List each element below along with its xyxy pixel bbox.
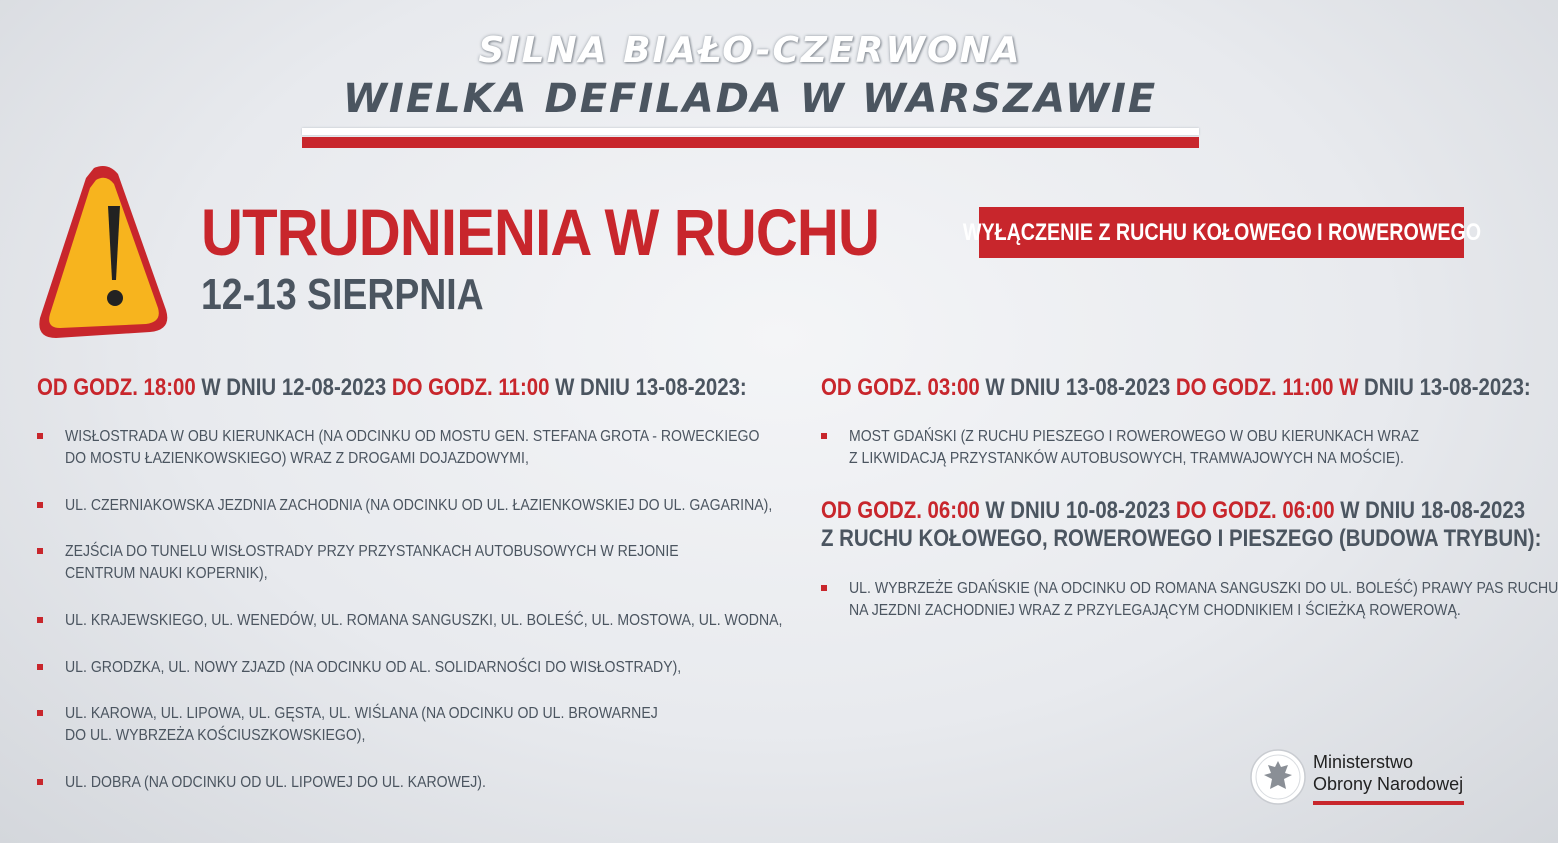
section3-from: OD GODZ. 06:00	[821, 497, 980, 524]
list-item: UL. WYBRZEŻE GDAŃSKIE (NA ODCINKU OD ROMANA SANGUSZKI DO UL. BOLEŚĆ) PRAWY PAS RUCHU NA JEZDNI ZACHODNIEJ WRAZ Z PRZYLEGAJĄCYM CHODNIKIEM I ŚCIEŻKĄ ROWEROWĄ.	[849, 580, 1558, 619]
section2-to-date: DNIU 13-08-2023:	[1358, 374, 1531, 401]
list-item: UL. CZERNIAKOWSKA JEZDNIA ZACHODNIA (NA ODCINKU OD UL. ŁAZIENKOWSKIEJ DO UL. GAGARINA),	[65, 497, 773, 514]
section1-from-date: W DNIU 12-08-2023	[195, 374, 392, 401]
list-item: UL. DOBRA (NA ODCINKU OD UL. LIPOWEJ DO UL. KAROWEJ).	[65, 774, 486, 791]
bullet	[821, 585, 827, 591]
list-item: WISŁOSTRADA W OBU KIERUNKACH (NA ODCINKU OD MOSTU GEN. STEFANA GROTA - ROWECKIEGO DO MOSTU ŁAZIENKOWSKIEGO) WRAZ Z DROGAMI DOJAZDOWYMI,	[65, 428, 760, 467]
bullet	[37, 664, 43, 670]
eagle-emblem-icon	[1250, 749, 1306, 805]
title-line1: SILNA BIAŁO-CZERWONA	[478, 30, 1022, 71]
headline: UTRUDNIENIA W RUCHU	[201, 195, 880, 269]
list-item: UL. GRODZKA, UL. NOWY ZJAZD (NA ODCINKU OD AL. SOLIDARNOŚCI DO WISŁOSTRADY),	[65, 659, 682, 676]
bullet	[37, 548, 43, 554]
section2-from: OD GODZ. 03:00	[821, 374, 980, 401]
section2-from-date: W DNIU 13-08-2023	[979, 374, 1176, 401]
section1-to-date: W DNIU 13-08-2023:	[549, 374, 747, 401]
warning-icon	[34, 162, 168, 338]
bullet	[37, 710, 43, 716]
flag-red-stripe	[302, 137, 1199, 148]
bullet	[37, 433, 43, 439]
section1-from: OD GODZ. 18:00	[37, 374, 196, 401]
date-range: 12-13 SIERPNIA	[201, 270, 484, 319]
bullet	[821, 433, 827, 439]
section3-to-date: W DNIU 18-08-2023	[1334, 497, 1526, 524]
ministry-line1: Ministerstwo	[1313, 752, 1414, 772]
badge-label: WYŁĄCZENIE Z RUCHU KOŁOWEGO I ROWEROWEGO	[962, 218, 1481, 246]
section1-to: DO GODZ. 11:00	[391, 374, 550, 401]
section1-header	[37, 374, 747, 402]
list-item: UL. KAROWA, UL. LIPOWA, UL. GĘSTA, UL. WIŚLANA (NA ODCINKU OD UL. BROWARNEJ DO UL. WYBRZEŻA KOŚCIUSZKOWSKIEGO),	[65, 705, 658, 744]
list-item: MOST GDAŃSKI (Z RUCHU PIESZEGO I ROWEROWEGO W OBU KIERUNKACH WRAZ Z LIKWIDACJĄ PRZYSTANKÓW AUTOBUSOWYCH, TRAMWAJOWYCH NA MOŚCIE).	[849, 428, 1420, 467]
section3-to: DO GODZ. 06:00	[1175, 497, 1335, 524]
flag-white-stripe	[302, 128, 1199, 135]
ministry-line2: Obrony Narodowej	[1313, 774, 1464, 794]
ministry-name	[1313, 751, 1463, 795]
bullet	[37, 779, 43, 785]
section3-header	[821, 497, 1525, 525]
section2-to: DO GODZ. 11:00 W	[1175, 374, 1359, 401]
bullet	[37, 502, 43, 508]
section3-subheader: Z RUCHU KOŁOWEGO, ROWEROWEGO I PIESZEGO (BUDOWA TRYBUN):	[821, 525, 1542, 552]
list-item: ZEJŚCIA DO TUNELU WISŁOSTRADY PRZY PRZYSTANKACH AUTOBUSOWYCH W REJONIE CENTRUM NAUKI KOPERNIK),	[65, 543, 679, 582]
list-item: UL. KRAJEWSKIEGO, UL. WENEDÓW, UL. ROMANA SANGUSZKI, UL. BOLEŚĆ, UL. MOSTOWA, UL. WODNA,	[65, 612, 783, 629]
bullet	[37, 617, 43, 623]
closure-badge	[962, 207, 1481, 258]
title-line2: WIELKA DEFILADA W WARSZAWIE	[342, 76, 1158, 122]
logo-underline	[1313, 801, 1464, 805]
section3-from-date: W DNIU 10-08-2023	[979, 497, 1176, 524]
section2-header	[821, 374, 1531, 402]
